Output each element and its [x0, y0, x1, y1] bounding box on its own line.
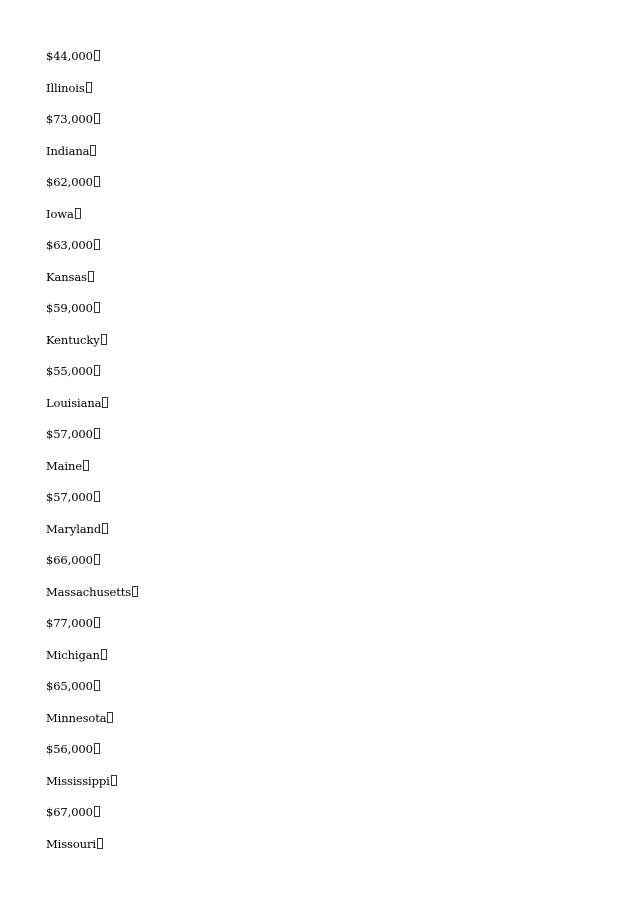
- line-text: Illinois: [46, 80, 85, 95]
- line-text: $65,000: [46, 679, 93, 693]
- text-line: [46, 237, 138, 269]
- text-line: [46, 111, 138, 143]
- missing-glyph-icon: [94, 491, 100, 502]
- missing-glyph-icon: [88, 271, 94, 282]
- text-line: [46, 300, 138, 332]
- line-text: $55,000: [46, 364, 93, 378]
- line-text: $57,000: [46, 490, 93, 504]
- missing-glyph-icon: [102, 397, 108, 408]
- missing-glyph-icon: [94, 113, 100, 124]
- line-text: $57,000: [46, 427, 93, 441]
- text-line: [46, 174, 138, 206]
- text-line: [46, 552, 138, 584]
- text-line: [46, 395, 138, 427]
- missing-glyph-icon: [75, 208, 81, 219]
- line-text: Maryland: [46, 521, 102, 536]
- line-text: $63,000: [46, 238, 93, 252]
- text-line: [46, 836, 138, 868]
- text-line: [46, 804, 138, 836]
- line-text: Iowa: [46, 206, 74, 221]
- text-line: [46, 584, 138, 616]
- missing-glyph-icon: [132, 586, 138, 597]
- missing-glyph-icon: [94, 680, 100, 691]
- text-line: [46, 143, 138, 175]
- line-text: Maine: [46, 458, 83, 473]
- text-line: [46, 206, 138, 238]
- text-line: [46, 647, 138, 679]
- missing-glyph-icon: [86, 82, 92, 93]
- missing-glyph-icon: [97, 838, 103, 849]
- line-text: $44,000: [46, 49, 93, 63]
- text-line: [46, 521, 138, 553]
- text-line: [46, 426, 138, 458]
- line-text: Kansas: [46, 269, 87, 284]
- missing-glyph-icon: [111, 775, 117, 786]
- line-text: $67,000: [46, 805, 93, 819]
- text-line: [46, 489, 138, 521]
- missing-glyph-icon: [101, 649, 107, 660]
- line-text: Minnesota: [46, 710, 107, 725]
- line-text: $59,000: [46, 301, 93, 315]
- line-text: $73,000: [46, 112, 93, 126]
- line-text: Missouri: [46, 836, 96, 851]
- missing-glyph-icon: [94, 239, 100, 250]
- missing-glyph-icon: [94, 302, 100, 313]
- text-line: [46, 80, 138, 112]
- missing-glyph-icon: [94, 50, 100, 61]
- text-line: [46, 615, 138, 647]
- missing-glyph-icon: [94, 806, 100, 817]
- missing-glyph-icon: [83, 460, 89, 471]
- line-text: Louisiana: [46, 395, 102, 410]
- text-line: [46, 458, 138, 490]
- text-line: [46, 678, 138, 710]
- text-line: [46, 741, 138, 773]
- text-line: [46, 710, 138, 742]
- missing-glyph-icon: [94, 743, 100, 754]
- missing-glyph-icon: [102, 523, 108, 534]
- line-text: $56,000: [46, 742, 93, 756]
- line-text: Kentucky: [46, 332, 100, 347]
- line-text: $66,000: [46, 553, 93, 567]
- missing-glyph-icon: [94, 176, 100, 187]
- text-lines: [46, 48, 138, 867]
- missing-glyph-icon: [107, 712, 113, 723]
- text-line: [46, 269, 138, 301]
- missing-glyph-icon: [94, 428, 100, 439]
- missing-glyph-icon: [94, 554, 100, 565]
- line-text: Massachusetts: [46, 584, 132, 599]
- text-line: [46, 332, 138, 364]
- missing-glyph-icon: [101, 334, 107, 345]
- missing-glyph-icon: [94, 365, 100, 376]
- missing-glyph-icon: [90, 145, 96, 156]
- line-text: Michigan: [46, 647, 100, 662]
- text-line: [46, 48, 138, 80]
- text-line: [46, 363, 138, 395]
- line-text: $77,000: [46, 616, 93, 630]
- text-line: [46, 773, 138, 805]
- line-text: $62,000: [46, 175, 93, 189]
- line-text: Mississippi: [46, 773, 110, 788]
- line-text: Indiana: [46, 143, 90, 158]
- missing-glyph-icon: [94, 617, 100, 628]
